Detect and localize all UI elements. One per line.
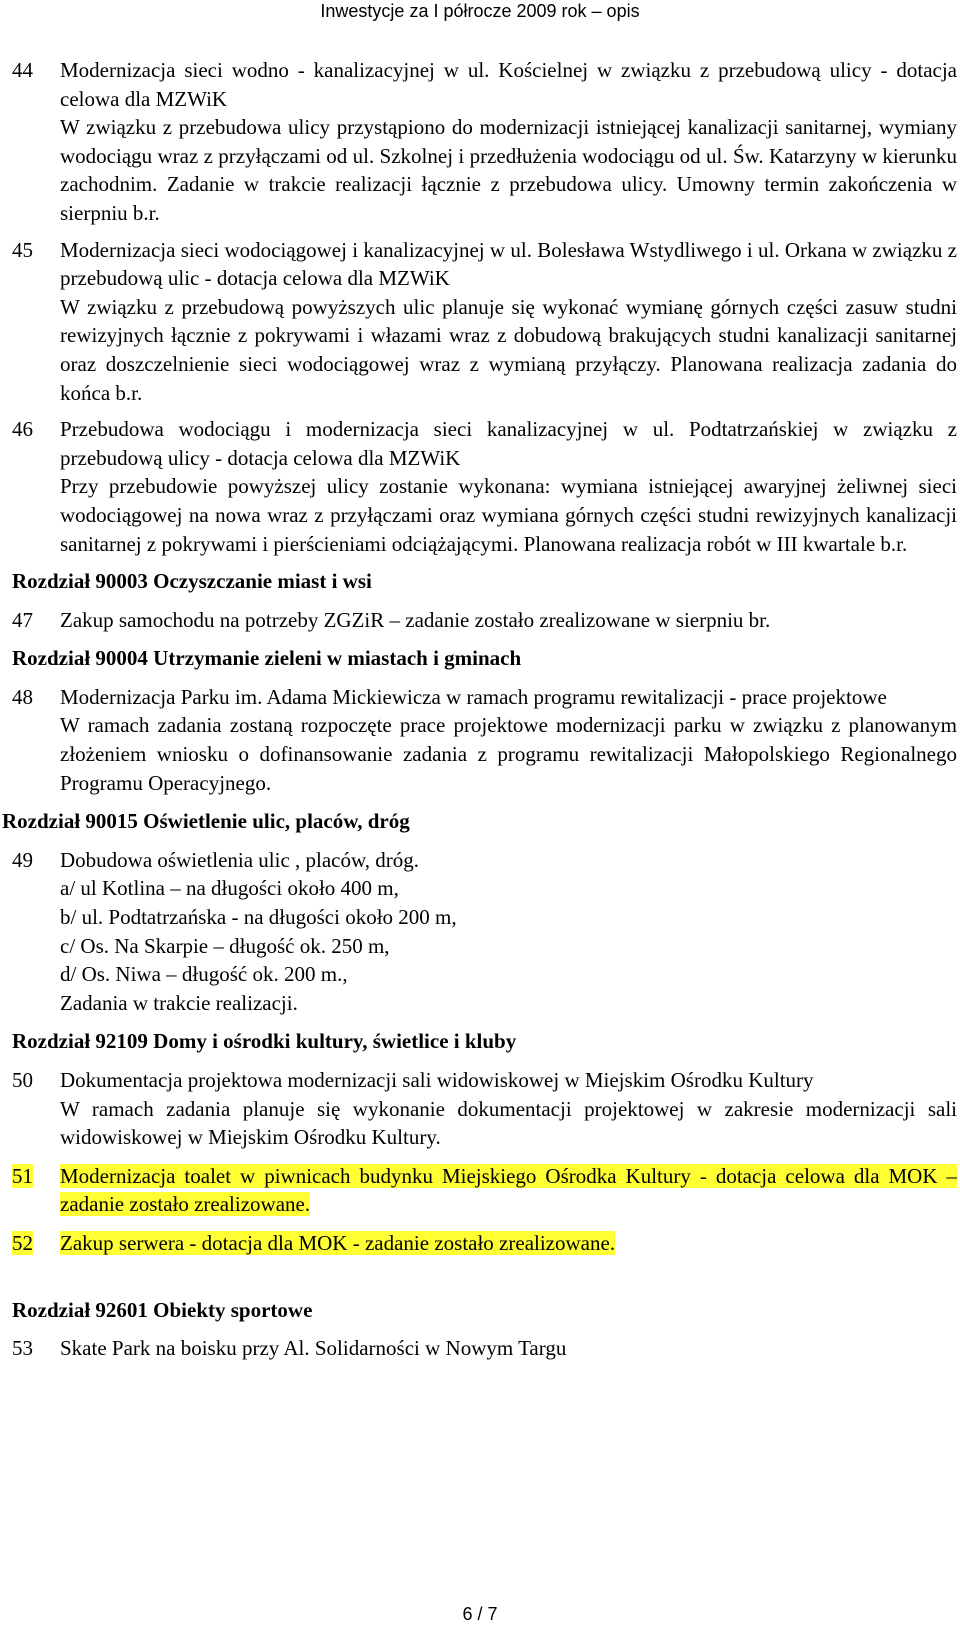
- item-number: 49: [12, 847, 33, 872]
- item-title: Dokumentacja projektowa modernizacji sali widowiskowej w Miejskim Ośrodku Kultury: [60, 1068, 814, 1092]
- item-number: 47: [12, 607, 33, 632]
- item-53: [0, 1334, 960, 1363]
- item-title: Modernizacja sieci wodociągowej i kanalizacyjnej w ul. Bolesława Wstydliwego i ul. Orkana w związku z przebudową ulic - dotacja celowa dla MZWiK: [60, 237, 957, 291]
- item-number: 45: [12, 237, 33, 262]
- list-line: d/ Os. Niwa – długość ok. 200 m.,: [60, 962, 348, 987]
- item-47: [0, 606, 960, 635]
- item-title-highlighted: Modernizacja toalet w piwnicach budynku Miejskiego Ośrodka Kultury - dotacja celowa dla MOK – zadanie zostało zrealizowane.: [60, 1163, 957, 1217]
- list-line: b/ ul. Podtatrzańska - na długości około 200 m,: [60, 905, 457, 930]
- item-title: Zakup samochodu na potrzeby ZGZiR – zadanie zostało zrealizowane w sierpniu br.: [60, 607, 771, 632]
- item-45: [0, 236, 960, 408]
- item-title: Przebudowa wodociągu i modernizacja sieci kanalizacyjnej w ul. Podtatrzańskiej w związku z przebudową ulicy - dotacja celowa dla MZWiK: [60, 417, 957, 470]
- item-52: [0, 1229, 960, 1258]
- item-number: 52: [12, 1230, 33, 1255]
- item-title-highlighted: Zakup serwera - dotacja dla MOK - zadanie zostało zrealizowane.: [60, 1230, 616, 1255]
- item-51: [0, 1162, 960, 1219]
- item-title: Modernizacja sieci wodno - kanalizacyjnej w ul. Kościelnej w związku z przebudową ulicy - dotacja celowa dla MZWiK: [60, 58, 957, 111]
- item-title: Skate Park na boisku przy Al. Solidarności w Nowym Targu: [60, 1336, 567, 1361]
- item-description: W związku z przebudowa ulicy przystąpiono do modernizacji istniejącej kanalizacji sanitarnej, wymiany wodociągu wraz z przyłączami od ul. Szkolnej i przedłużenia wodociągu od ul. Św. Katarzyny w kierunku zachodnim. Zadanie w trakcie realizacji łącznie z przebudowa ulicy. Umowny termin zakończenia w sierpniu b.r.: [60, 115, 957, 225]
- list-line: Zadania w trakcie realizacji.: [60, 990, 298, 1015]
- item-number: 53: [12, 1336, 33, 1361]
- running-header: Inwestycje za I półrocze 2009 rok – opis: [320, 1, 640, 21]
- item-number: 51: [12, 1163, 33, 1188]
- item-description: W związku z przebudową powyższych ulic planuje się wykonać wymianę górnych części zasuw studni rewizyjnych łącznie z pokrywami i włazami wraz z dobudową brakujących studni kanalizacji sanitarnej oraz doszczelnienie sieci wodociągowej wraz z wymianą przyłączy. Planowana realizacja zadania do końca b.r.: [60, 294, 957, 405]
- item-description: Przy przebudowie powyższej ulicy zostanie wykonana: wymiana istniejącej awaryjnej żeliwnej sieci wodociągowej na nowa wraz z przyłączami oraz wymiana górnych części studni rewizyjnych kanalizacji sanitarnej z pokrywami i pierścieniami odciążającymi. Planowana realizacja robót w III kwartale b.r.: [60, 474, 957, 556]
- item-50: [0, 1066, 960, 1152]
- item-number: 44: [12, 58, 33, 82]
- item-number: 48: [12, 684, 33, 709]
- item-title: Modernizacja Parku im. Adama Mickiewicza w ramach programu rewitalizacji - prace projektowe: [60, 684, 887, 709]
- list-line: c/ Os. Na Skarpie – długość ok. 250 m,: [60, 933, 390, 958]
- section-heading-90015: Rozdział 90015 Oświetlenie ulic, placów, dróg: [2, 809, 410, 834]
- list-line: a/ ul Kotlina – na długości około 400 m,: [60, 876, 399, 901]
- section-heading-92601: Rozdział 92601 Obiekty sportowe: [12, 1297, 313, 1322]
- page-number: 6 / 7: [462, 1604, 498, 1624]
- item-description: W ramach zadania zostaną rozpoczęte prace projektowe modernizacji parku w związku z planowanym złożeniem wniosku o dofinansowanie zadania z programu rewitalizacji Małopolskiego Regionalnego Programu Operacyjnego.: [60, 713, 957, 795]
- section-heading-90004: Rozdział 90004 Utrzymanie zieleni w miastach i gminach: [12, 646, 522, 671]
- document-body: [0, 56, 960, 1363]
- item-number: 46: [12, 417, 33, 442]
- section-heading-92109: Rozdział 92109 Domy i ośrodki kultury, świetlice i kluby: [12, 1029, 517, 1054]
- item-description: W ramach zadania planuje się wykonanie dokumentacji projektowej w zakresie modernizacji sali widowiskowej w Miejskim Ośrodku Kultury.: [60, 1096, 957, 1150]
- item-49: [0, 846, 960, 1018]
- item-number: 50: [12, 1068, 33, 1092]
- item-48: [0, 683, 960, 797]
- item-title: Dobudowa oświetlenia ulic , placów, dróg.: [60, 847, 420, 872]
- item-44: [0, 56, 960, 228]
- item-46: [0, 415, 960, 558]
- section-heading-90003: Rozdział 90003 Oczyszczanie miast i wsi: [12, 569, 372, 594]
